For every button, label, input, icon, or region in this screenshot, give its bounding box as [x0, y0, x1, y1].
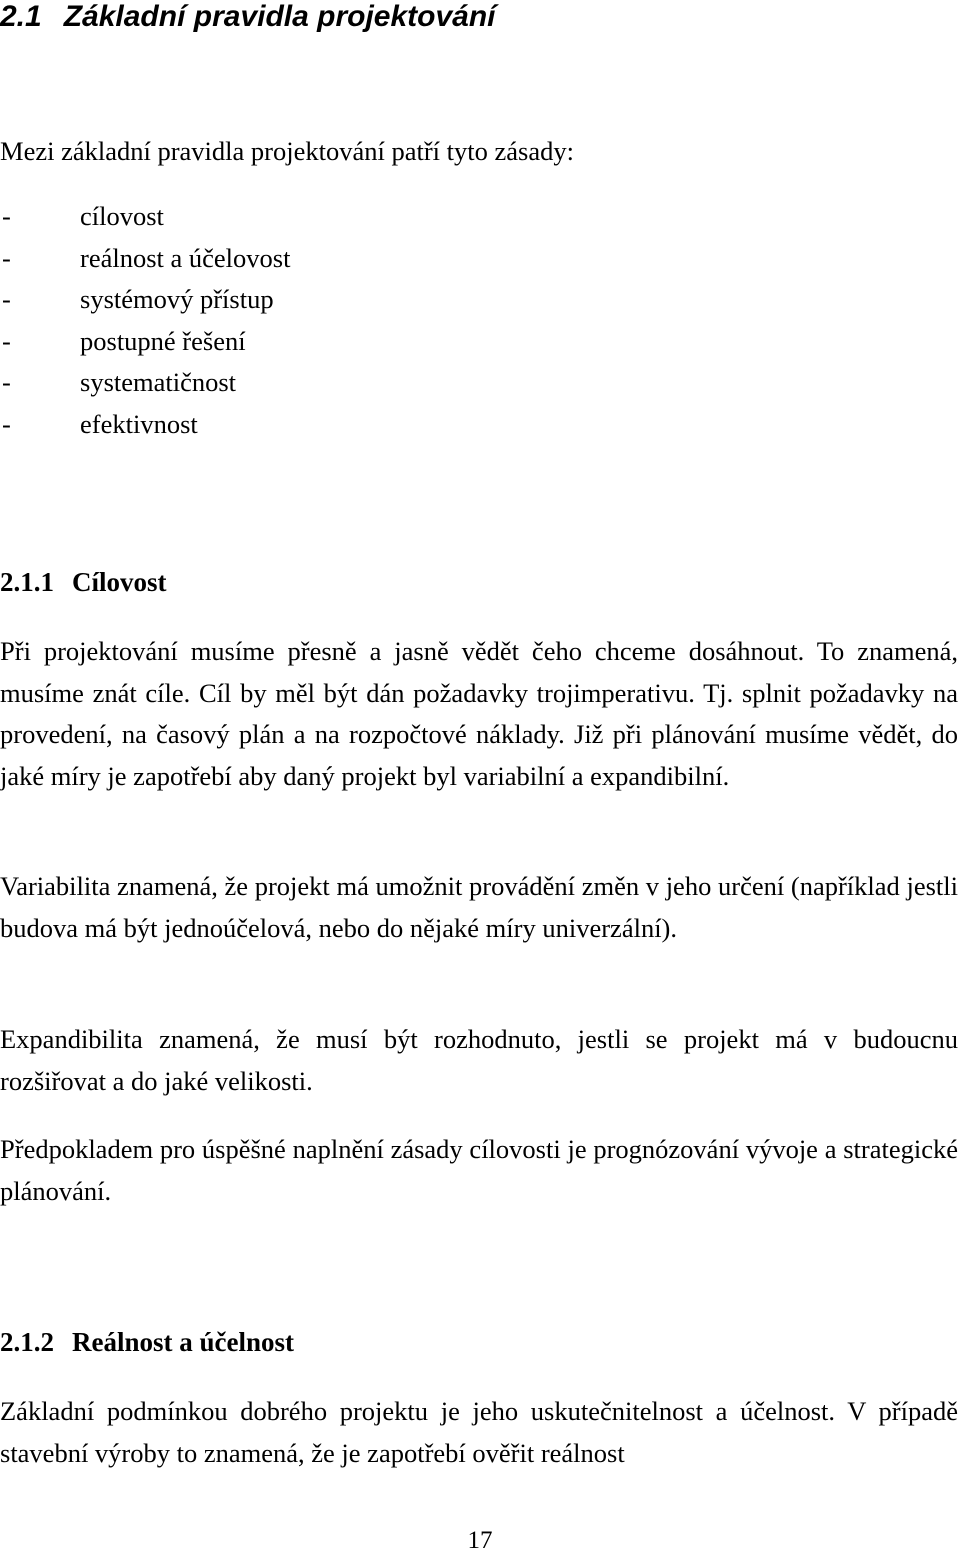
subsection-title: Reálnost a účelnost [72, 1327, 294, 1357]
principles-list [0, 196, 958, 446]
bullet-dash: - [2, 201, 11, 231]
paragraph-realnost: Základní podmínkou dobrého projektu je jeho uskutečnitelnost a účelnost. V případě stavební výroby to znamená, že je zapotřebí ověřit reálnost [0, 1396, 958, 1468]
paragraph-cilovost-definition: Při projektování musíme přesně a jasně vědět čeho chceme dosáhnout. To znamená, musíme znát cíle. Cíl by měl být dán požadavky trojimperativu. Tj. splnit požadavky na provedení, na časový plán a na rozpočtové náklady. Již při plánování musíme vědět, do jaké míry je zapotřebí aby daný projekt byl variabilní a expandibilní. [0, 636, 958, 791]
list-item-text: postupné řešení [80, 325, 246, 356]
paragraph-variabilita: Variabilita znamená, že projekt má umožnit provádění změn v jeho určení (například jestli budova má být jednoúčelová, nebo do nějaké míry univerzální). [0, 871, 958, 943]
subsection-heading-realnost [0, 1325, 958, 1359]
section-heading [0, 0, 958, 34]
intro-paragraph: Mezi základní pravidla projektování patří tyto zásady: [0, 136, 574, 166]
subsection-number: 2.1.2 [0, 1327, 54, 1357]
paragraph-predpoklad: Předpokladem pro úspěšné naplnění zásady cílovosti je prognózování vývoje a strategické plánování. [0, 1134, 958, 1206]
list-item [0, 404, 958, 446]
list-item [0, 321, 958, 363]
bullet-dash: - [2, 408, 11, 439]
bullet-dash: - [2, 367, 11, 398]
section-title: Základní pravidla projektování [63, 0, 496, 33]
subsection-title: Cílovost [72, 567, 167, 597]
bullet-dash: - [2, 284, 11, 315]
bullet-dash: - [2, 242, 11, 273]
list-item-text: efektivnost [80, 408, 198, 439]
list-item [0, 196, 958, 238]
bullet-dash: - [2, 325, 11, 356]
subsection-heading-cilovost [0, 565, 958, 599]
list-item-text: cílovost [80, 201, 164, 231]
page-number: 17 [467, 1527, 493, 1554]
list-item-text: reálnost a účelovost [80, 242, 291, 273]
subsection-number: 2.1.1 [0, 567, 54, 597]
paragraph-expandibilita: Expandibilita znamená, že musí být rozhodnuto, jestli se projekt má v budoucnu rozšiřovat a do jaké velikosti. [0, 1024, 958, 1096]
section-number: 2.1 [0, 0, 42, 33]
list-item [0, 279, 958, 321]
list-item [0, 238, 958, 280]
list-item [0, 362, 958, 404]
list-item-text: systémový přístup [80, 284, 274, 315]
list-item-text: systematičnost [80, 367, 237, 398]
